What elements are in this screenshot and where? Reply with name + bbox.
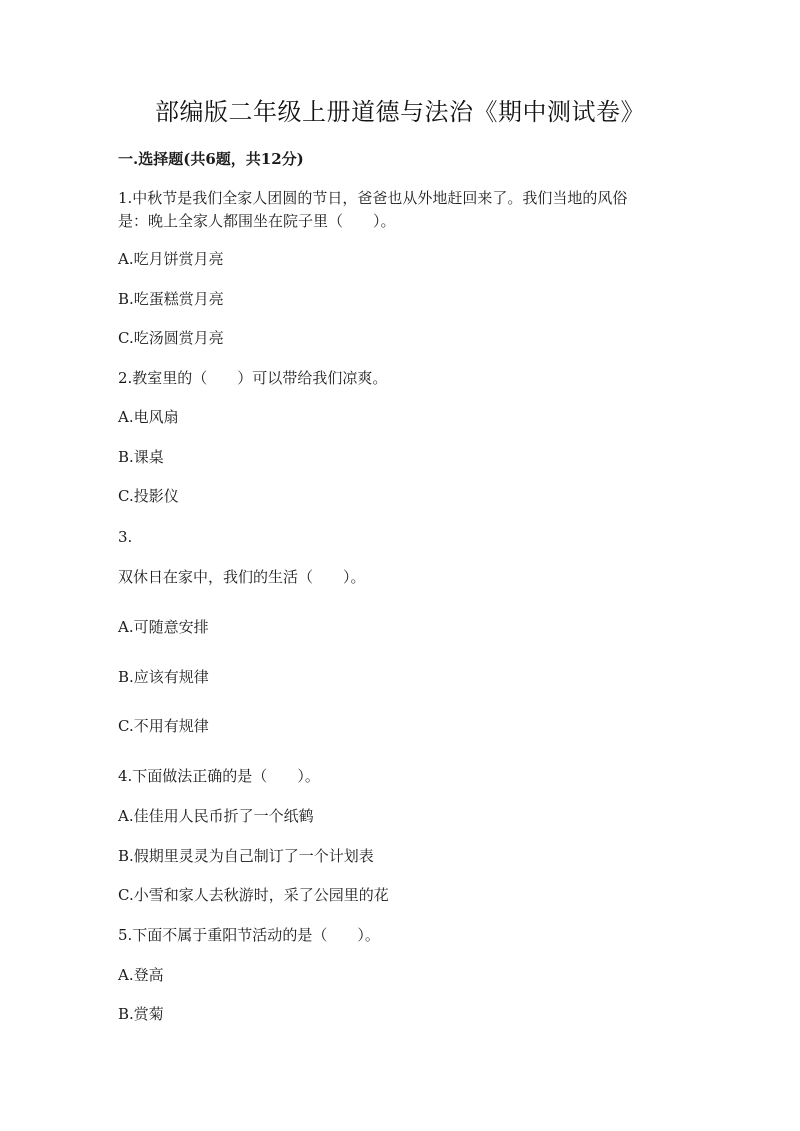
page-title: 部编版二年级上册道德与法治《期中测试卷》 xyxy=(155,98,645,126)
question-1-option-c: C.吃汤圆赏月亮 xyxy=(118,329,224,347)
question-2-option-a: A.电风扇 xyxy=(118,408,179,426)
question-3-option-c: C.不用有规律 xyxy=(118,717,209,735)
question-1-option-b: B.吃蛋糕赏月亮 xyxy=(118,290,224,308)
question-2-option-c: C.投影仪 xyxy=(118,487,179,505)
question-1-stem-line-1: 1.中秋节是我们全家人团圆的节日，爸爸也从外地赶回来了。我们当地的风俗 xyxy=(118,189,628,207)
question-3-option-b: B.应该有规律 xyxy=(118,668,209,686)
question-3-number: 3. xyxy=(118,528,133,546)
question-2-stem: 2.教室里的（ ）可以带给我们凉爽。 xyxy=(118,369,388,387)
question-3-option-a: A.可随意安排 xyxy=(118,618,209,636)
section-heading: 一.选择题(共6题，共12分) xyxy=(118,150,304,168)
question-3-stem: 双休日在家中，我们的生活（ ）。 xyxy=(118,568,366,586)
question-4-option-c: C.小雪和家人去秋游时，采了公园里的花 xyxy=(118,886,389,904)
question-4-stem: 4.下面做法正确的是（ ）。 xyxy=(118,767,320,785)
question-5-option-b: B.赏菊 xyxy=(118,1005,164,1023)
question-2-option-b: B.课桌 xyxy=(118,448,164,466)
question-5-option-a: A.登高 xyxy=(118,966,164,984)
question-4-option-a: A.佳佳用人民币折了一个纸鹤 xyxy=(118,807,314,825)
question-1-option-a: A.吃月饼赏月亮 xyxy=(118,250,224,268)
question-1-stem-line-2: 是：晚上全家人都围坐在院子里（ ）。 xyxy=(118,212,396,230)
question-4-option-b: B.假期里灵灵为自己制订了一个计划表 xyxy=(118,847,374,865)
question-5-stem: 5.下面不属于重阳节活动的是（ ）。 xyxy=(118,926,380,944)
